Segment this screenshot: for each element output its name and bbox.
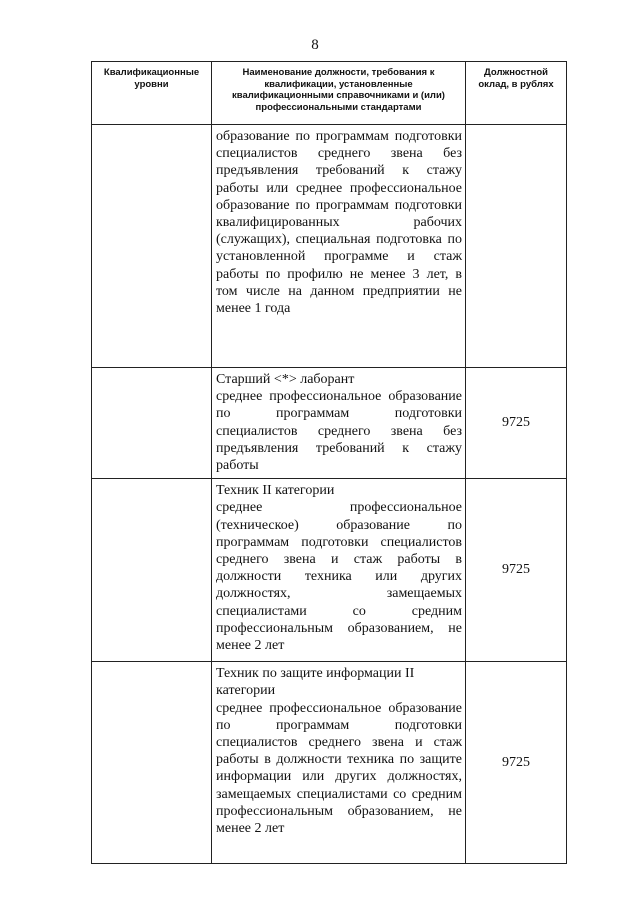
salary-cell: 9725 — [466, 662, 567, 864]
salary-cell: 9725 — [466, 479, 567, 662]
position-requirements: среднее профессиональное образование по программам подготовки специалистов среднего звена без предъявления требований к стажу работы — [216, 389, 462, 474]
position-requirements: среднее профессиональное (техническое) образование по программам подготовки специалистов среднего звена и стаж работы в должности техника или других должностях, замещаемых специалистами со средним профессиональным образованием, не менее 2 лет — [216, 500, 462, 654]
table-row — [92, 479, 567, 662]
qualification-table — [91, 61, 567, 864]
position-cell — [212, 368, 466, 479]
page-number: 8 — [311, 37, 319, 53]
level-cell — [92, 125, 212, 368]
salary-cell — [466, 125, 567, 368]
position-requirements: образование по программам подготовки специалистов среднего звена без предъявления требований к стажу работы или среднее профессиональное образование по программам подготовки квалифицированных рабочих (служащих), специальная подготовка по установленной программе и стаж работы по профилю не менее 3 лет, в том числе на данном предприятии не менее 1 года — [216, 129, 462, 317]
salary-cell: 9725 — [466, 368, 567, 479]
position-title: Техник II категории — [216, 483, 335, 499]
level-cell — [92, 368, 212, 479]
table-header-row — [92, 62, 567, 125]
level-cell — [92, 479, 212, 662]
table-row — [92, 662, 567, 864]
header-name: Наименование должности, требования к квалификации, установленные квалификационными справочниками и (или) профессиональными стандартами — [212, 62, 466, 125]
table-row — [92, 125, 567, 368]
header-salary: Должностной оклад, в рублях — [466, 62, 567, 125]
position-requirements: среднее профессиональное образование по программам подготовки специалистов среднего звена и стаж работы в должности техника по защите информации или других должностях, замещаемых специалистами со средним профессиональным образованием, не менее 2 лет — [216, 700, 462, 837]
position-title: Техник по защите информации II категории — [216, 666, 415, 699]
table-row — [92, 368, 567, 479]
position-cell — [212, 662, 466, 864]
position-cell — [212, 479, 466, 662]
position-cell — [212, 125, 466, 368]
header-level: Квалификационные уровни — [92, 62, 212, 125]
position-title: Старший <*> лаборант — [216, 372, 355, 387]
level-cell — [92, 662, 212, 864]
